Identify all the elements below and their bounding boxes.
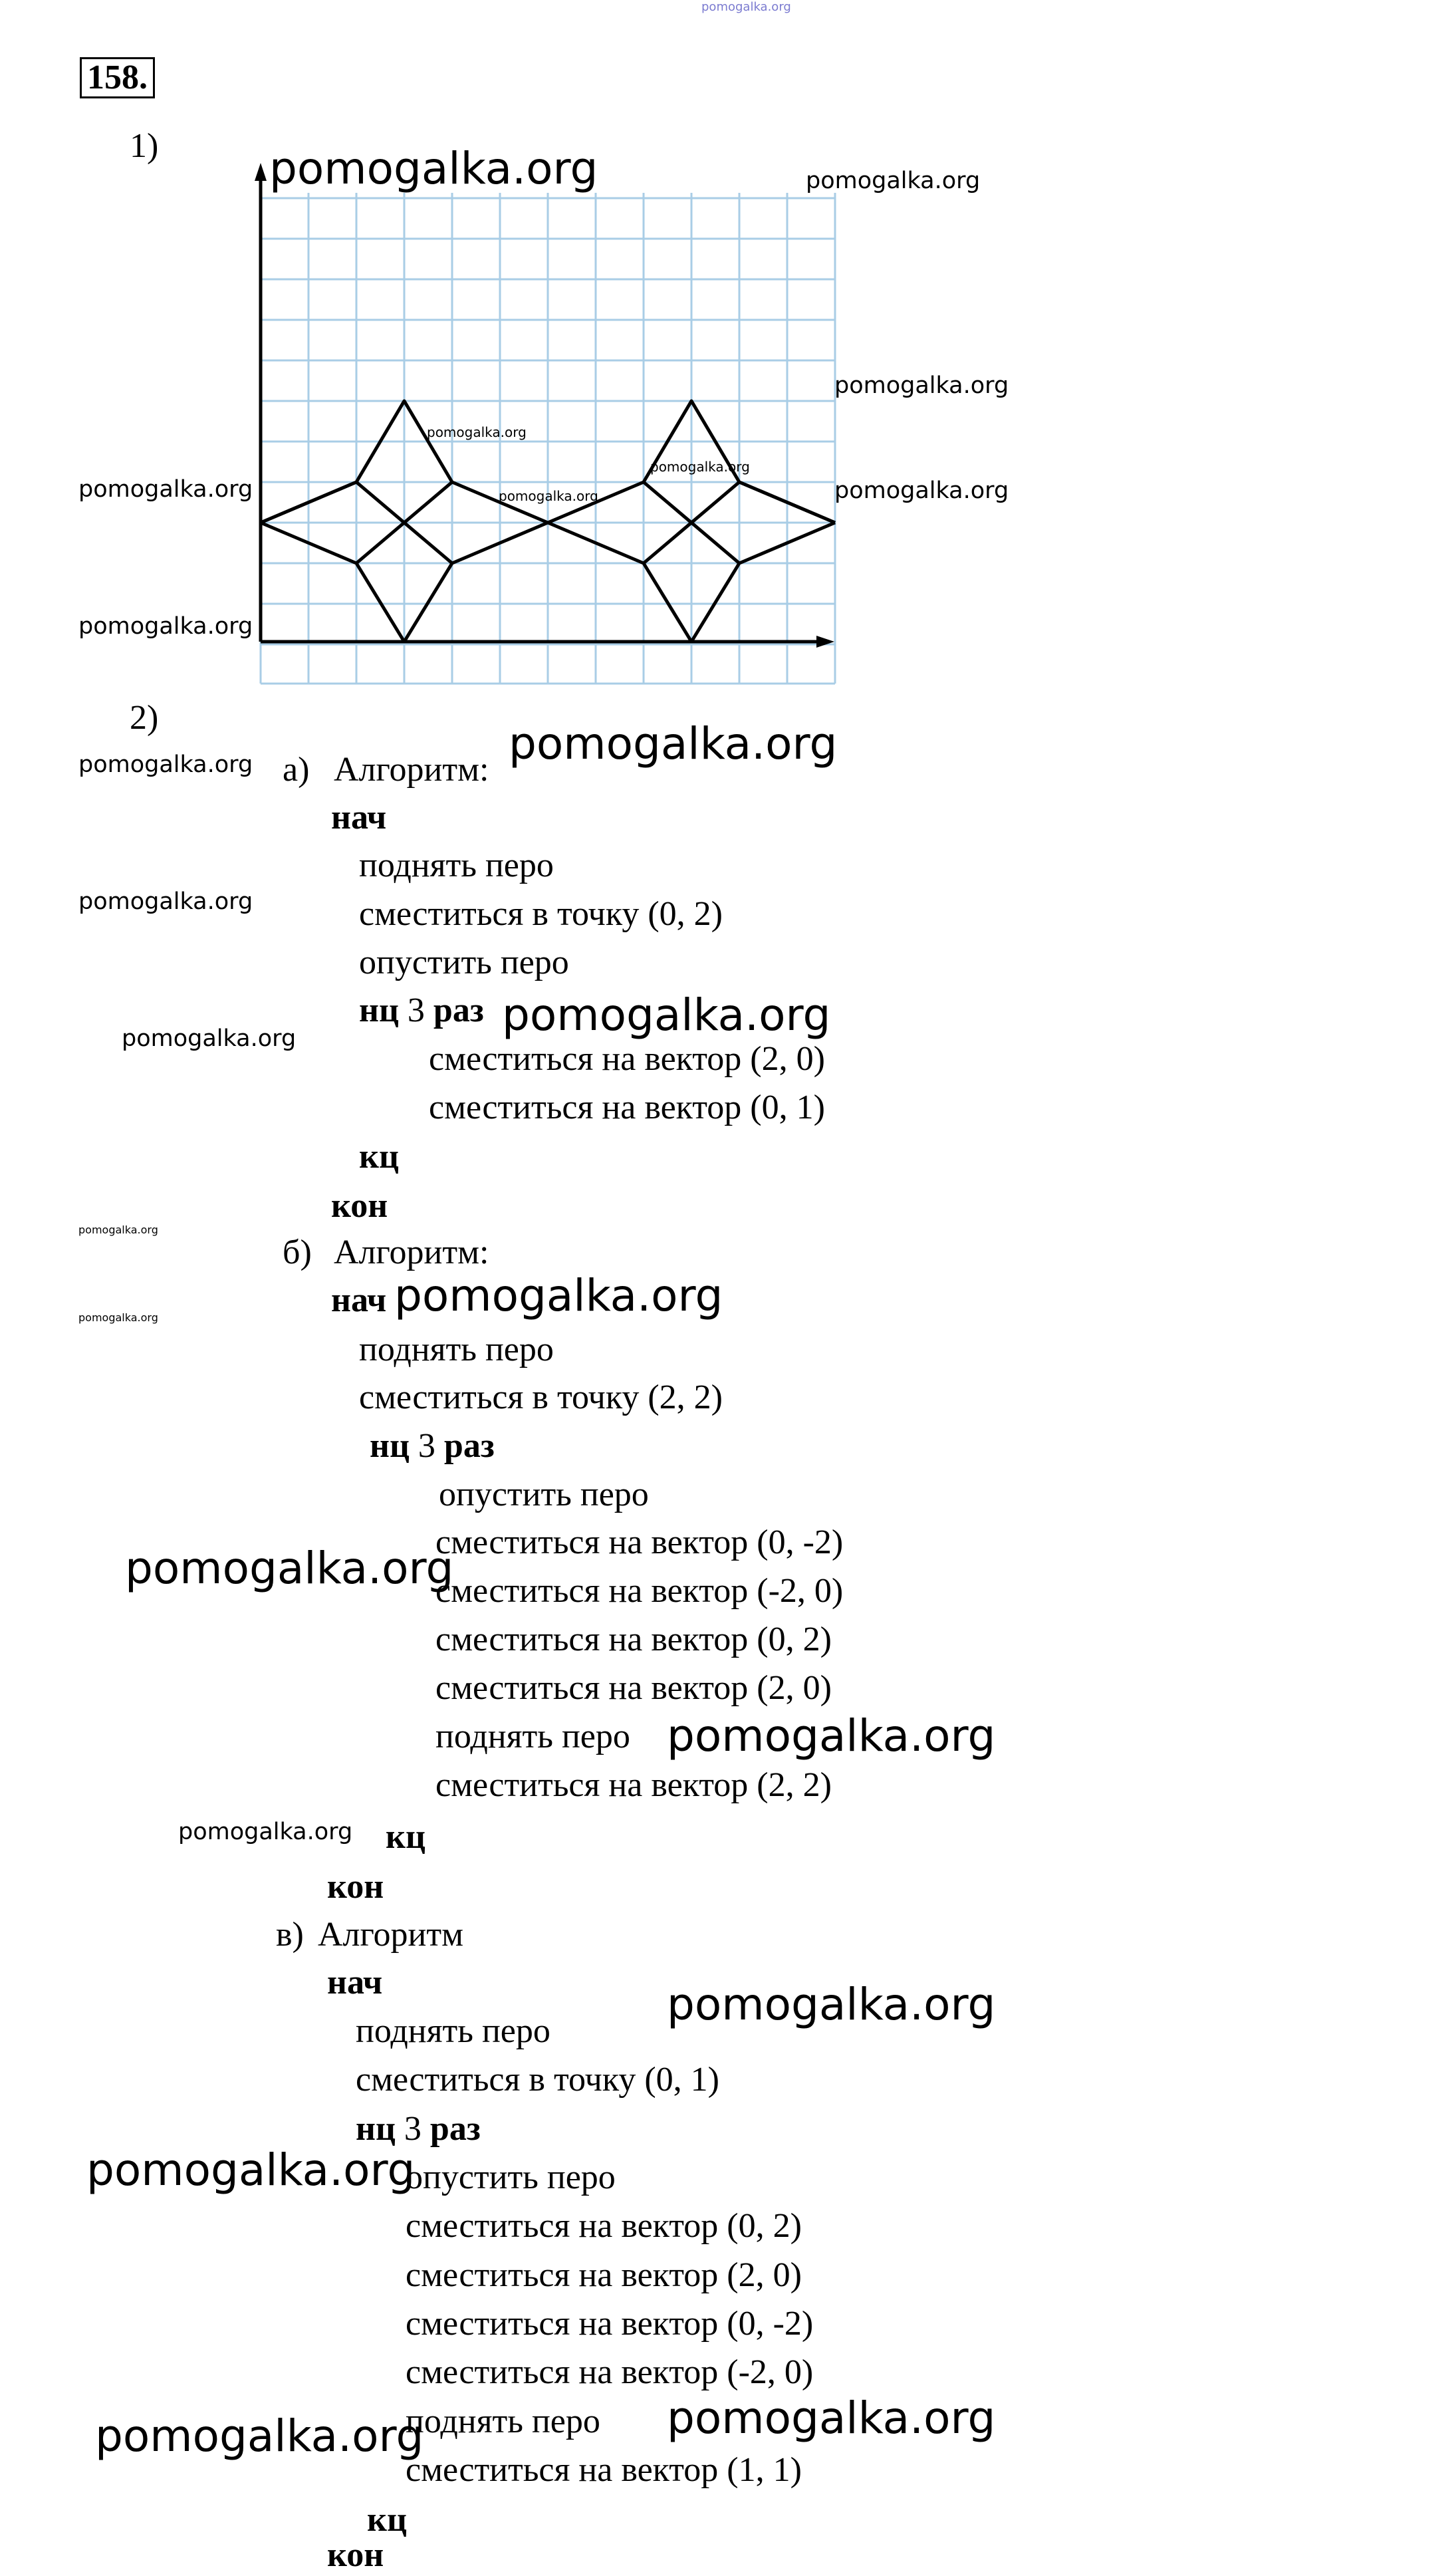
algo-b-line: сместиться в точку (2, 2)	[359, 1378, 723, 1416]
watermark: pomogalka.org	[834, 372, 1009, 399]
watermark: pomogalka.org	[394, 1270, 723, 1321]
algo-c-line: сместиться на вектор (-2, 0)	[406, 2353, 814, 2391]
header-watermark: pomogalka.org	[701, 0, 791, 14]
algo-b-line: сместиться на вектор (2, 2)	[435, 1766, 832, 1804]
watermark: pomogalka.org	[178, 1819, 353, 1845]
algo-b-loop	[370, 1426, 495, 1466]
algo-a-line: сместиться в точку (0, 2)	[359, 895, 723, 933]
algo-c-begin: нач	[327, 1964, 383, 2001]
watermark: pomogalka.org	[650, 459, 750, 475]
algo-b-begin: нач	[331, 1281, 387, 1319]
algo-c-loop-end: кц	[367, 2501, 407, 2539]
watermark: pomogalka.org	[427, 424, 527, 440]
algo-b-line: сместиться на вектор (0, -2)	[435, 1523, 844, 1561]
part2-label: 2)	[130, 699, 159, 737]
watermark: pomogalka.org	[86, 2144, 416, 2196]
algo-a-line: поднять перо	[359, 846, 554, 884]
loop-kw: нц	[356, 2110, 396, 2148]
algo-a-loop	[359, 991, 484, 1031]
watermark: pomogalka.org	[78, 888, 253, 915]
loop-kw: раз	[443, 1427, 495, 1465]
algo-c-line: сместиться на вектор (1, 1)	[406, 2451, 802, 2489]
algo-a-end: кон	[331, 1187, 388, 1225]
algo-c-line: сместиться на вектор (2, 0)	[406, 2256, 802, 2294]
algo-c-line: поднять перо	[356, 2012, 550, 2050]
algo-b-line: опустить перо	[439, 1476, 649, 1513]
algo-a-title: Алгоритм:	[334, 751, 489, 789]
watermark: pomogalka.org	[78, 1311, 158, 1324]
watermark: pomogalka.org	[122, 1025, 297, 1052]
loop-count: 3	[418, 1427, 435, 1465]
algo-c-title: Алгоритм	[318, 1916, 463, 1954]
watermark: pomogalka.org	[95, 2410, 424, 2462]
watermark: pomogalka.org	[499, 488, 598, 504]
watermark: pomogalka.org	[269, 143, 598, 194]
watermark: pomogalka.org	[502, 989, 831, 1041]
loop-count: 3	[407, 991, 425, 1029]
algo-b-line: сместиться на вектор (0, 2)	[435, 1620, 832, 1658]
algo-a-label: а)	[283, 751, 310, 789]
algo-c-line: опустить перо	[406, 2158, 616, 2196]
loop-kw: нц	[359, 991, 399, 1029]
watermark: pomogalka.org	[806, 168, 981, 194]
loop-kw: раз	[433, 991, 484, 1029]
watermark: pomogalka.org	[78, 1223, 158, 1236]
algo-b-line: сместиться на вектор (-2, 0)	[435, 1572, 844, 1610]
watermark: pomogalka.org	[509, 718, 838, 769]
watermark: pomogalka.org	[667, 2392, 996, 2444]
watermark: pomogalka.org	[834, 477, 1009, 504]
watermark: pomogalka.org	[667, 1710, 996, 1761]
algo-b-line: поднять перо	[435, 1718, 630, 1755]
watermark: pomogalka.org	[78, 476, 253, 503]
algo-c-line: сместиться на вектор (0, -2)	[406, 2305, 814, 2343]
algo-b-label: б)	[283, 1233, 312, 1271]
part1-label: 1)	[130, 127, 159, 165]
axes	[255, 163, 834, 648]
grid	[261, 193, 835, 684]
algo-b-title: Алгоритм:	[334, 1233, 489, 1271]
loop-kw: раз	[429, 2110, 481, 2148]
loop-count: 3	[404, 2110, 422, 2148]
algo-a-line: сместиться на вектор (2, 0)	[429, 1040, 825, 1078]
algo-b-line: сместиться на вектор (2, 0)	[435, 1669, 832, 1707]
algo-c-label: в)	[276, 1916, 304, 1954]
algo-c-line: сместиться в точку (0, 1)	[356, 2061, 719, 2099]
algo-c-line: сместиться на вектор (0, 2)	[406, 2207, 802, 2245]
algo-a-line: опустить перо	[359, 944, 569, 981]
algo-c-end: кон	[327, 2536, 384, 2574]
watermark: pomogalka.org	[125, 1543, 454, 1594]
algo-b-line: поднять перо	[359, 1331, 554, 1368]
algo-c-loop	[356, 2109, 481, 2149]
algo-a-line: сместиться на вектор (0, 1)	[429, 1089, 825, 1126]
watermark: pomogalka.org	[78, 613, 253, 640]
watermark: pomogalka.org	[78, 751, 253, 778]
algo-c-line: поднять перо	[406, 2402, 600, 2440]
watermark: pomogalka.org	[667, 1979, 996, 2030]
algo-a-begin: нач	[331, 799, 387, 837]
algo-b-end: кон	[327, 1868, 384, 1906]
task-number: 158.	[80, 57, 155, 98]
algo-b-loop-end: кц	[386, 1818, 425, 1856]
algo-a-loop-end: кц	[359, 1138, 399, 1176]
loop-kw: нц	[370, 1427, 410, 1465]
